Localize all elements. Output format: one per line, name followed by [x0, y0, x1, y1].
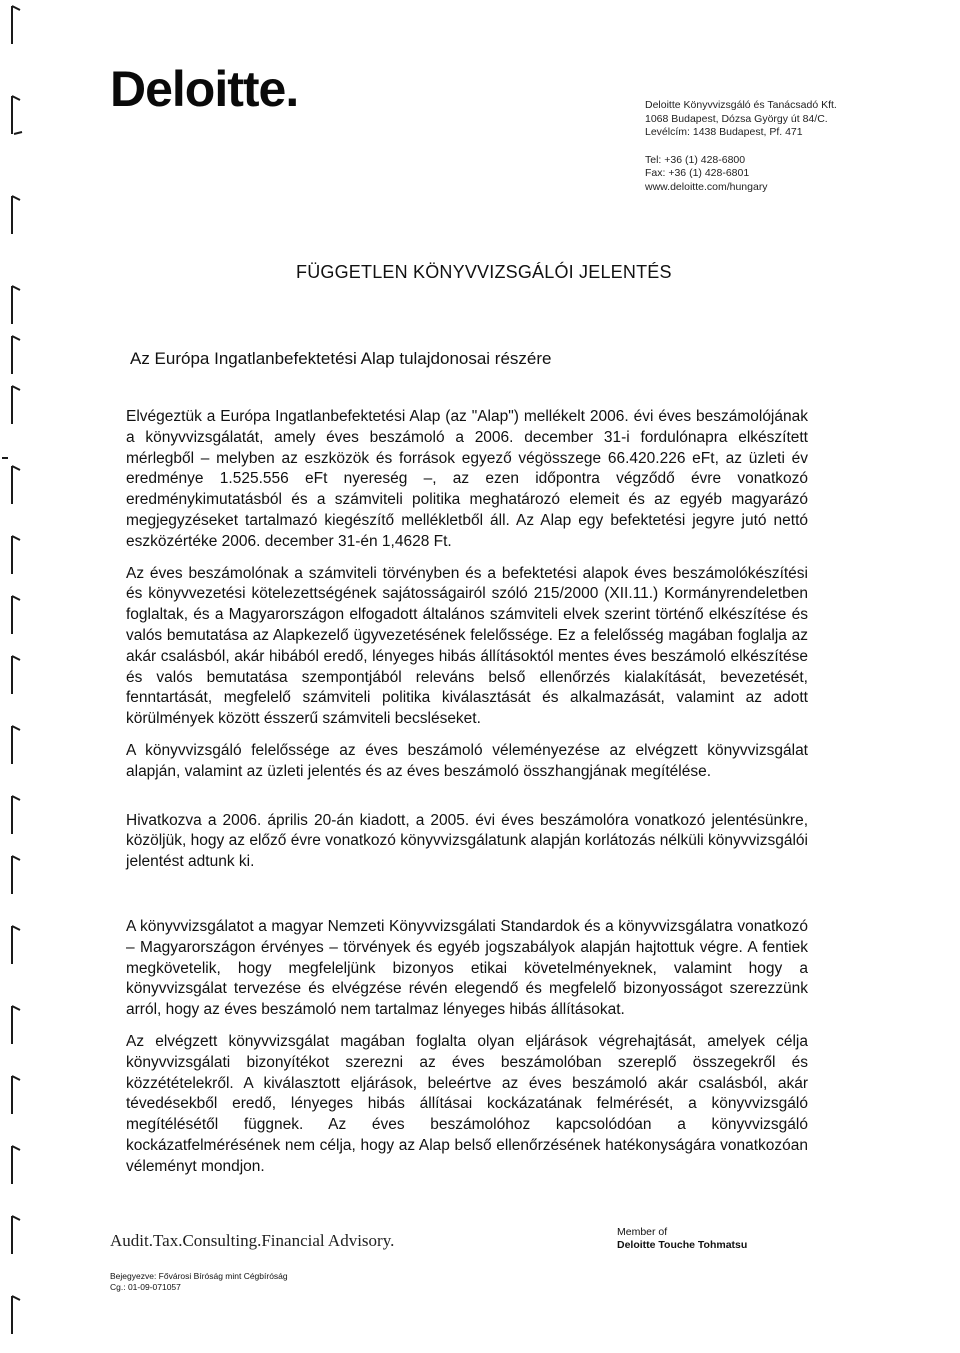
registry-court: Bejegyezve: Fővárosi Bíróság mint Cégbíróság [110, 1271, 288, 1281]
registry-info [110, 1271, 288, 1293]
paragraph-procedures: Az elvégzett könyvvizsgálat magában foglalta olyan eljárások végrehajtását, amelyek célja könyvvizsgálati bizonyítékot szerezni az éves beszámolóban szereplő összegekről és közzétételekről. A kiválasztott eljárások, beleértve az éves beszámoló akár csalásból, akár tévedésekből eredő, lényeges hibás állításai kockázatának felmérését, a könyvvizsgáló megítélésétől függnek. Az éves beszámolóhoz kapcsolódóan a könyvvizsgáló kockázatfelmérésének nem célja, hogy az Alap belső ellenőrzésének hatékonyságára vonatkozóan véleményt mondjon. [126, 1032, 808, 1175]
phone-number: Tel: +36 (1) 428-6800 [645, 153, 746, 166]
company-name: Deloitte Könyvvizsgáló és Tanácsadó Kft. [645, 99, 837, 111]
deloitte-logo: Deloitte. [110, 61, 299, 117]
member-firm: Deloitte Touche Tohmatsu [617, 1239, 748, 1251]
website-url: www.deloitte.com/hungary [645, 180, 768, 193]
registry-number: Cg.: 01-09-071057 [110, 1282, 181, 1292]
contact-spacer [645, 140, 837, 154]
member-of-label: Member of [617, 1226, 668, 1238]
contact-block [645, 99, 837, 194]
paragraph-standards: A könyvvizsgálatot a magyar Nemzeti Könyvvizsgálati Standardok és a könyvvizsgálatra vonatkozó – Magyarországon érvényes – törvények és egyéb jogszabályok alapján hajtottuk végre. A fentiek megkövetelik, hogy megfeleljünk bizonyos etikai követelményeknek, valamint hogy a könyvvizsgálat tervezése és elvégzése révén elegendő és megfelelő bizonyosságot szerezzünk arról, hogy az éves beszámoló nem tartalmaz lényeges hibás állításokat. [126, 917, 808, 1019]
paragraph-management-responsibility: Az éves beszámolónak a számviteli törvényben és a befektetési alapok éves beszámolókészítési és könyvvezetési kötelezettségének sajátosságairól szóló 215/2000 (XII.11.) Kormányrendeletben foglaltak, és a Magyarországon elfogadott általános számviteli elvek szerint történő elkészítése és valós bemutatása az Alapkezelő ügyvezetésének felelőssége. Ez a felelősség magában foglalja az akár csalásból, akár hibából eredő, lényeges hibás állításoktól mentes éves beszámoló elkészítése és valós bemutatása szempontjából releváns belső ellenőrzés kialakítását, bevezetését, fenntartását, megfelelő számviteli politika kiválasztását és alkalmazását, valamint az adott körülmények között ésszerű számviteli becsléseket. [126, 564, 808, 728]
report-body [126, 407, 808, 1189]
service-lines: Audit.Tax.Consulting.Financial Advisory. [110, 1231, 395, 1250]
street-address: 1068 Budapest, Dózsa György út 84/C. [645, 112, 828, 125]
paragraph-scope: Elvégeztük a Európa Ingatlanbefektetési Alap (az "Alap") mellékelt 2006. évi éves beszámolójának a könyvvizsgálatát, amely éves beszámoló a 2006. december 31-i fordulónapra elkészített mérlegből – melyben az eszközök és források egyező végösszege 66.420.226 eFt, az üzleti év eredménye 1.525.556 eFt nyereség –, az ezen időpontra végződő évre vonatkozó eredménykimutatásból és a számviteli politika meghatározó elemeit és az egyéb magyarázó megjegyzéseket tartalmazó kiegészítő mellékletből áll. Az Alap egy befektetési jegyre jutó nettó eszközértéke 2006. december 31-én 1,4628 Ft. [126, 408, 808, 550]
binding-margin [0, 0, 40, 1353]
member-block [617, 1226, 747, 1252]
postal-address: Levélcím: 1438 Budapest, Pf. 471 [645, 126, 803, 138]
fax-number: Fax: +36 (1) 428-6801 [645, 167, 750, 179]
binding-marks-icon [0, 0, 40, 1353]
report-addressee: Az Európa Ingatlanbefektetési Alap tulajdonosai részére [130, 349, 552, 368]
paragraph-auditor-responsibility: A könyvvizsgáló felelőssége az éves beszámoló véleményezése az elvégzett könyvvizsgálat alapján, valamint az üzleti jelentés és az éves beszámoló összhangjának megítélése. [126, 741, 808, 780]
report-title: FÜGGETLEN KÖNYVVIZSGÁLÓI JELENTÉS [296, 262, 672, 282]
paragraph-prior-year: Hivatkozva a 2006. április 20-án kiadott, a 2005. évi éves beszámolóra vonatkozó jelentésünkre, közöljük, hogy az előző évre vonatkozó könyvvizsgálatunk alapján korlátozás nélküli könyvvizsgálói jelentést adtunk ki. [126, 811, 808, 871]
